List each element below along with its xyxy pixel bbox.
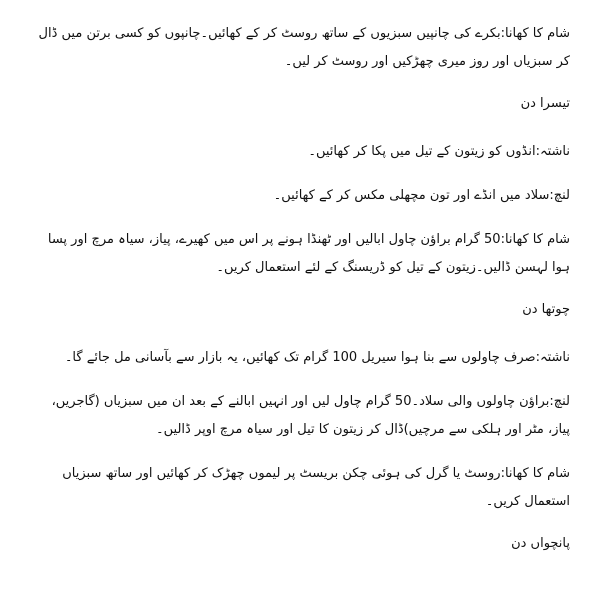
paragraph-lead: لنچ:	[549, 394, 570, 409]
paragraph-text: بکرے کی چانپیں سبزیوں کے ساتھ روسٹ کر کے کھائیں۔چانپوں کو کسی برتن میں ڈال کر سبزیاں اور روز میری چھڑکیں اور روسٹ کر لیں۔	[38, 26, 570, 69]
paragraph-lead: شام کا کھانا:	[500, 466, 570, 481]
paragraph-text: سلاد میں انڈے اور تون مچھلی مکس کر کے کھائیں۔	[273, 188, 550, 203]
paragraph-day4-breakfast	[36, 344, 570, 372]
paragraph-day3-lunch	[36, 182, 570, 210]
paragraph-text: صرف چاولوں سے بنا ہوا سیریل 100 گرام تک کھائیں، یہ بازار سے بآسانی مل جائے گا۔	[64, 350, 536, 365]
paragraph-lead: شام کا کھانا:	[500, 232, 570, 247]
paragraph-text: انڈوں کو زیتون کے تیل میں پکا کر کھائیں۔	[308, 144, 536, 159]
paragraph-lead: لنچ:	[549, 188, 570, 203]
paragraph-lead: ناشتہ:	[535, 350, 570, 365]
paragraph-day2-dinner	[36, 20, 570, 76]
paragraph-text: براؤن چاولوں والی سلاد۔50 گرام چاول لیں اور انہیں ابالنے کے بعد ان میں سبزیاں (گاجریں، پیاز، مٹر اور ہلکی سے مرچیں)ڈال کر زیتون کا تیل اور سیاہ مرچ اوپر ڈالیں۔	[51, 394, 570, 437]
paragraph-day4-dinner	[36, 460, 570, 516]
paragraph-text: 50 گرام براؤن چاول ابالیں اور ٹھنڈا ہونے پر اس میں کھیرے، پیاز، سیاہ مرچ اور پسا ہوا لہسن ڈالیں۔زیتون کے تیل کو ڈریسنگ کے لئے استعمال کریں۔	[47, 232, 570, 275]
paragraph-day3-breakfast	[36, 138, 570, 166]
paragraph-lead: شام کا کھانا:	[500, 26, 570, 41]
paragraph-day3-dinner	[36, 226, 570, 282]
paragraph-text: روسٹ یا گرل کی ہوئی چکن بریسٹ پر لیموں چھڑک کر کھائیں اور ساتھ سبزیاں استعمال کریں۔	[62, 466, 570, 509]
heading-day-3: تیسرا دن	[520, 96, 570, 111]
heading-day-5: پانچواں دن	[511, 536, 570, 551]
paragraph-day4-lunch	[36, 388, 570, 444]
paragraph-lead: ناشتہ:	[535, 144, 570, 159]
heading-day-4: چوتھا دن	[522, 302, 570, 317]
